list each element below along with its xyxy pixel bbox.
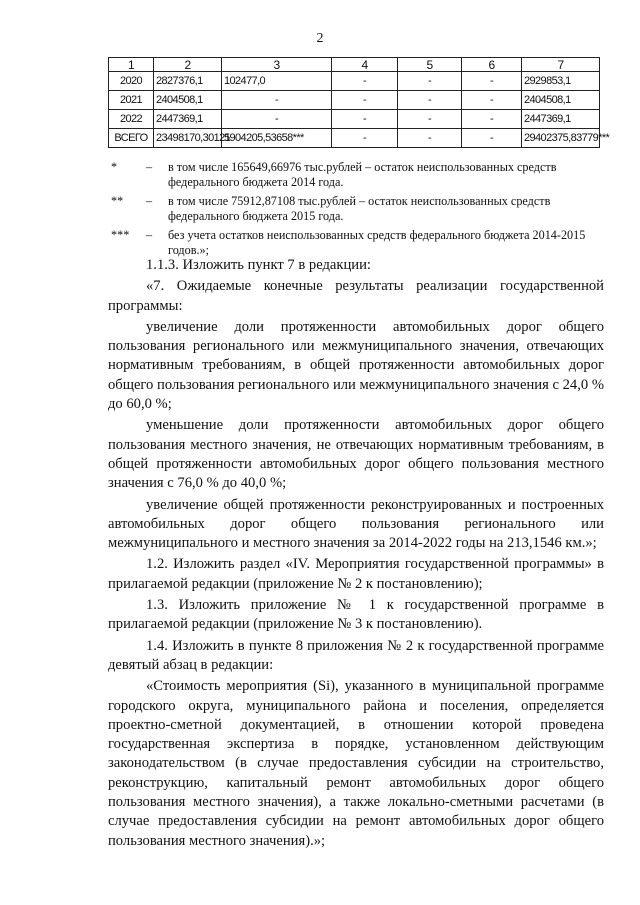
paragraph: «7. Ожидаемые конечные результаты реализации государственной программы: xyxy=(108,278,604,314)
paragraph: 1.2. Изложить раздел «IV. Мероприятия государственной программы» в прилагаемой редакции (приложение № 2 к постановлению); xyxy=(108,556,604,592)
table-cell: - xyxy=(222,110,332,129)
table-cell: 102477,0 xyxy=(222,72,332,91)
table-cell: - xyxy=(398,91,462,110)
footnote-dash: – xyxy=(146,194,153,208)
header-cell: 3 xyxy=(222,58,332,72)
table-row-total xyxy=(109,129,600,148)
table-cell: - xyxy=(332,129,398,148)
header-cell: 7 xyxy=(522,58,600,72)
table-cell: 23498170,30121 xyxy=(154,129,222,148)
table-cell: - xyxy=(332,91,398,110)
paragraph: увеличение доли протяженности автомобильных дорог общего пользования регионального или межмуниципального значения, отвечающих нормативным требованиям, в общей протяженности автомобильных дорог общего пользования регионального или межмуниципального значения с 24,0 % до 60,0 %; xyxy=(108,318,604,413)
table-row xyxy=(109,72,600,91)
header-cell: 5 xyxy=(398,58,462,72)
table-row xyxy=(109,110,600,129)
header-cell: 1 xyxy=(109,58,154,72)
table-cell: 2929853,1 xyxy=(522,72,600,91)
table-cell-total-label: ВСЕГО xyxy=(109,129,154,148)
table-cell: - xyxy=(332,72,398,91)
table-cell-year: 2021 xyxy=(109,91,154,110)
paragraph: 1.1.3. Изложить пункт 7 в редакции: xyxy=(146,257,371,273)
footnotes xyxy=(108,160,603,262)
table-cell: 2404508,1 xyxy=(154,91,222,110)
paragraph: увеличение общей протяженности реконструированных и построенных автомобильных дорог общего пользования регионального или межмуниципального и местного значения за 2014-2022 годы на 213,1546 км.»; xyxy=(108,496,604,552)
table-cell: - xyxy=(332,110,398,129)
paragraph: «Стоимость мероприятия (Si), указанного в муниципальной программе городского округа, муниципального района и поселения, определяется проектно-сметной документацией, в отношении которой проведена государственная экспертиза в порядке, установленном действующим законодательством (в случае предоставления субсидии на строительство, реконструкцию, капитальный ремонт автомобильных дорог общего пользования местного значения), а также локально-сметными расчетами (в случае предоставления субсидии на ремонт автомобильных дорог общего пользования местного значения).»; xyxy=(108,678,604,849)
footnote xyxy=(108,194,603,224)
document-body xyxy=(108,256,604,851)
table-cell: - xyxy=(398,72,462,91)
table-cell: - xyxy=(222,91,332,110)
table-cell: - xyxy=(462,110,522,129)
footnote-dash: – xyxy=(146,228,153,242)
footnote-text: в том числе 75912,87108 тыс.рублей – остаток неиспользованных средств федерального бюджета 2015 года. xyxy=(168,194,551,223)
paragraph: уменьшение доли протяженности автомобильных дорог общего пользования местного значения, не отвечающих нормативным требованиям, в общей протяженности автомобильных дорог общего пользования местного значения с 76,0 % до 40,0 %; xyxy=(108,417,604,492)
footnote xyxy=(108,228,603,258)
table-cell-year: 2020 xyxy=(109,72,154,91)
table-cell: 2827376,1 xyxy=(154,72,222,91)
table-cell: - xyxy=(462,129,522,148)
header-cell: 6 xyxy=(462,58,522,72)
budget-table xyxy=(108,57,610,148)
table-header-row xyxy=(109,58,600,72)
table-cell: 2447369,1 xyxy=(154,110,222,129)
table-cell: 29402375,83779*** xyxy=(522,129,600,148)
footnote-mark: *** xyxy=(111,228,130,242)
paragraph: 1.3. Изложить приложение № 1 к государственной программе в прилагаемой редакции (приложение № 3 к постановлению). xyxy=(108,597,604,633)
paragraph: 1.4. Изложить в пункте 8 приложения № 2 к государственной программе девятый абзац в редакции: xyxy=(108,637,604,673)
header-cell: 2 xyxy=(154,58,222,72)
footnote-text: в том числе 165649,66976 тыс.рублей – остаток неиспользованных средств федерального бюджета 2014 года. xyxy=(168,160,557,189)
footnote-dash: – xyxy=(146,160,153,174)
table-cell: - xyxy=(462,72,522,91)
header-cell: 4 xyxy=(332,58,398,72)
table-cell: 2447369,1 xyxy=(522,110,600,129)
table-cell: 2404508,1 xyxy=(522,91,600,110)
footnote xyxy=(108,160,603,190)
table-cell: - xyxy=(398,129,462,148)
table-cell: - xyxy=(398,110,462,129)
table-row xyxy=(109,91,600,110)
footnote-text: без учета остатков неиспользованных средств федерального бюджета 2014-2015 годов.»; xyxy=(168,228,586,257)
table-cell: - xyxy=(462,91,522,110)
page-number: 2 xyxy=(316,31,324,46)
table-cell-year: 2022 xyxy=(109,110,154,129)
footnote-mark: * xyxy=(111,160,118,174)
footnote-mark: ** xyxy=(111,194,124,208)
table-cell: 5904205,53658*** xyxy=(222,129,332,148)
